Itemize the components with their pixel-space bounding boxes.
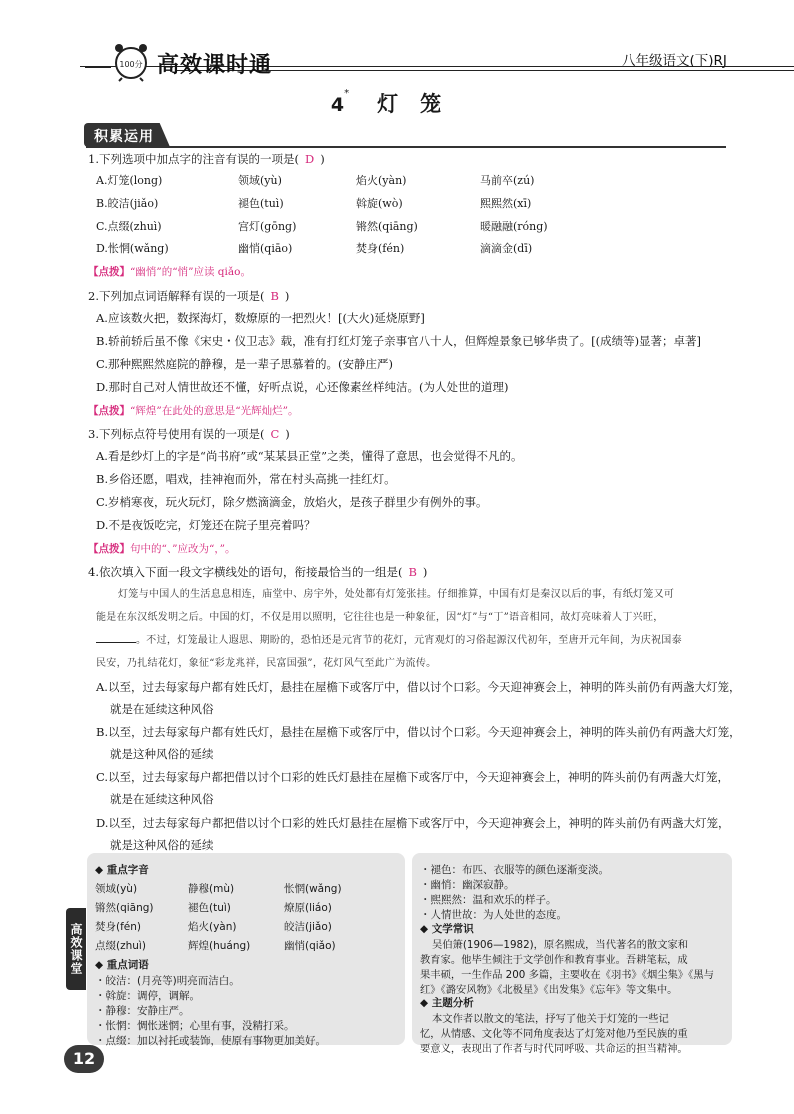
brand-logo-text: 高效课时通 xyxy=(157,53,273,78)
q4-answer: B xyxy=(408,565,417,579)
q3-answer: C xyxy=(270,427,280,441)
q1-stem: 1.下列选项中加点字的注音有误的一项是( D ) xyxy=(88,152,325,166)
theme-line: 本文作者以散文的笔法，抒写了他关于灯笼的一些记 xyxy=(432,1013,669,1025)
q1-opt: D.怅惘(wǎng) xyxy=(96,242,169,255)
q2-stem: 2.下列加点词语解释有误的一项是( B ) xyxy=(88,289,290,303)
q1-opt: 锵然(qiāng) xyxy=(356,220,418,233)
passage-line: 民安，乃扎结花灯，象征“彩龙兆祥，民富国强”，花灯风气至此广为流传。 xyxy=(96,658,437,669)
alarm-clock-icon xyxy=(110,40,152,82)
header-dash xyxy=(85,66,111,68)
q3-tip: 【点拨】句中的“、”应改为“，”。 xyxy=(88,543,236,555)
section-banner xyxy=(84,123,170,147)
box-heading-words: ◆ 重点词语 xyxy=(95,959,149,971)
char-item: 锵然(qiāng) xyxy=(95,902,154,914)
q1-opt: 滴滴金(dī) xyxy=(480,242,533,255)
q4-stem: 4.依次填入下面一段文字横线处的语句，衔接最恰当的一组是( B ) xyxy=(88,565,428,579)
q4-option-d-cont: 就是这种风俗的延续 xyxy=(110,838,214,852)
word-item: ・皎洁：(月亮等)明亮而洁白。 xyxy=(95,975,240,987)
side-tab: 高效课堂 xyxy=(66,908,86,990)
q2-option-b: B.轿前轿后虽不像《宋史・仪卫志》载，准有打红灯笼子亲事官八十人，但辉煌景象已够华贵了。[(成绩等)显著；卓著] xyxy=(96,334,702,348)
word-item: ・点缀：加以衬托或装饰，使原有事物更加美好。 xyxy=(95,1035,326,1047)
passage-line: 。不过，灯笼最让人遐思、期盼的，恐怕还是元宵节的花灯，元宵观灯的习俗起源汉代初年，至唐开元年间，为庆祝国泰 xyxy=(96,630,682,652)
char-item: 领域(yù) xyxy=(95,883,138,895)
lesson-number: 4 xyxy=(330,94,345,116)
lit-line: 红》《潞安风物》《北极星》《出发集》《忘年》等文集中。 xyxy=(420,984,678,996)
q3-option-c: C.岁梢寒夜，玩火玩灯，除夕燃滴滴金，放焰火，是孩子群里少有例外的事。 xyxy=(96,495,488,509)
theme-line: 要意义，表现出了作者与时代同呼吸、共命运的担当精神。 xyxy=(420,1043,688,1055)
q1-opt: 熙熙然(xī) xyxy=(480,197,532,210)
char-item: 点缀(zhuì) xyxy=(95,940,146,952)
q1-opt: A.灯笼(long) xyxy=(96,174,163,187)
q2-answer: B xyxy=(270,289,279,303)
passage-line: 灯笼与中国人的生活息息相连，庙堂中、房宇外，处处都有灯笼张挂。仔细推算，中国有灯是秦汉以后的事，有纸灯笼又可 xyxy=(118,589,675,600)
word-item: ・褪色：布匹、衣服等的颜色逐渐变淡。 xyxy=(420,864,609,876)
word-item: ・怅惘：惆怅迷惘；心里有事，没精打采。 xyxy=(95,1020,295,1032)
word-item: ・斡旋：调停，调解。 xyxy=(95,990,200,1002)
q1-tip: 【点拨】“幽悄”的“悄”应读 qiǎo。 xyxy=(88,266,251,278)
word-item: ・人情世故：为人处世的态度。 xyxy=(420,909,567,921)
q4-option-b-cont: 就是这种风俗的延续 xyxy=(110,747,214,761)
q3-option-a: A.看是纱灯上的字是“尚书府”或“某某县正堂”之类，懂得了意思，也会觉得不凡的。 xyxy=(96,449,523,463)
word-item: ・熙熙然：温和欢乐的样子。 xyxy=(420,894,557,906)
box-heading-pronunciation: ◆ 重点字音 xyxy=(95,864,149,876)
lesson-mark: * xyxy=(344,88,350,99)
q2-option-c: C.那种熙熙然庭院的静穆，是一辈子思慕着的。(安静庄严) xyxy=(96,357,394,371)
lit-line: 果丰硕，一生作品 200 多篇，主要收在《羽书》《烟尘集》《黑与 xyxy=(420,969,714,981)
fill-blank xyxy=(96,632,136,643)
passage-line: 能是在东汉纸发明之后。中国的灯，不仅是用以照明，它往往也是一种象征，因“灯”与“丁”语音相同，故灯亮味着人丁兴旺， xyxy=(96,612,664,623)
char-item: 燎原(liáo) xyxy=(284,902,332,914)
char-item: 幽悄(qiǎo) xyxy=(284,940,336,952)
q1-opt: 斡旋(wò) xyxy=(356,197,403,210)
char-item: 静穆(mù) xyxy=(188,883,235,895)
section-label: 积累运用 xyxy=(94,129,154,145)
theme-line: 忆，从情感、文化等不同角度表达了灯笼对他乃至民族的重 xyxy=(420,1028,688,1040)
q4-option-c-cont: 就是在延续这种风俗 xyxy=(110,792,214,806)
char-item: 辉煌(huáng) xyxy=(188,940,251,952)
q2-option-a: A.应该数火把，数探海灯，数燎原的一把烈火！[(大火)延烧原野] xyxy=(96,311,425,325)
q1-opt: 焚身(fén) xyxy=(356,242,405,255)
char-item: 褪色(tuì) xyxy=(188,902,231,914)
q4-option-c: C.以至，过去每家每户都把借以讨个口彩的姓氏灯悬挂在屋檐下或客厅中，今天迎神赛会上，神明的阵头前仍有两盏大灯笼， xyxy=(96,770,730,784)
q3-option-d: D.不是夜饭吃完，灯笼还在院子里亮着吗？ xyxy=(96,518,316,532)
q4-option-a-cont: 就是在延续这种风俗 xyxy=(110,702,214,716)
char-item: 怅惘(wǎng) xyxy=(284,883,342,895)
q1-opt: B.皎洁(jiǎo) xyxy=(96,197,159,210)
q3-option-b: B.乡俗还愿，唱戏，挂神袍而外，常在村头高挑一挂红灯。 xyxy=(96,472,396,486)
q4-option-d: D.以至，过去每家每户都把借以讨个口彩的姓氏灯悬挂在屋檐下或客厅中，今天迎神赛会上，神明的阵头前仍有两盏大灯笼， xyxy=(96,816,730,830)
q1-opt: 褪色(tuì) xyxy=(238,197,284,210)
char-item: 焰火(yàn) xyxy=(188,921,237,933)
q4-option-b: B.以至，过去每家每户都有姓氏灯，悬挂在屋檐下或客厅中，借以讨个口彩。今天迎神赛会上，神明的阵头前仍有两盏大灯笼， xyxy=(96,725,741,739)
q4-option-a: A.以至，过去每家每户都有姓氏灯，悬挂在屋檐下或客厅中，借以讨个口彩。今天迎神赛会上，神明的阵头前仍有两盏大灯笼， xyxy=(96,680,741,694)
q2-tip: 【点拨】“辉煌”在此处的意思是“光辉灿烂”。 xyxy=(88,405,299,417)
word-item: ・静穆：安静庄严。 xyxy=(95,1005,190,1017)
lit-line: 教育家。他毕生倾注于文学创作和教育事业。吾耕笔耘，成 xyxy=(420,954,688,966)
q1-opt: 暖融融(róng) xyxy=(480,220,548,233)
grade-label: 八年级语文(下)RJ xyxy=(622,53,727,69)
q1-opt: 马前卒(zú) xyxy=(480,174,535,187)
q1-opt: 幽悄(qiāo) xyxy=(238,242,293,255)
page-number: 12 xyxy=(64,1045,104,1073)
box-heading-literature: ◆ 文学常识 xyxy=(420,923,474,935)
logo-clock-text: 100分 xyxy=(119,60,143,69)
q1-opt: 宫灯(gōng) xyxy=(238,220,297,233)
lesson-title-text: 灯笼 xyxy=(377,92,464,116)
q1-opt: C.点缀(zhuì) xyxy=(96,220,162,233)
char-item: 焚身(fén) xyxy=(95,921,142,933)
box-heading-theme: ◆ 主题分析 xyxy=(420,997,474,1009)
word-item: ・幽悄：幽深寂静。 xyxy=(420,879,515,891)
q1-opt: 领域(yù) xyxy=(238,174,282,187)
q1-opt: 焰火(yàn) xyxy=(356,174,407,187)
q3-stem: 3.下列标点符号使用有误的一项是( C ) xyxy=(88,427,290,441)
q2-option-d: D.那时自己对人情世故还不懂，好听点说，心还像素丝样纯洁。(为人处世的道理) xyxy=(96,380,509,394)
section-rule xyxy=(86,146,726,148)
char-item: 皎洁(jiǎo) xyxy=(284,921,332,933)
lesson-title xyxy=(0,88,794,118)
lit-line: 吴伯箫(1906—1982)，原名熙成，当代著名的散文家和 xyxy=(432,939,689,951)
q1-answer: D xyxy=(304,152,315,166)
